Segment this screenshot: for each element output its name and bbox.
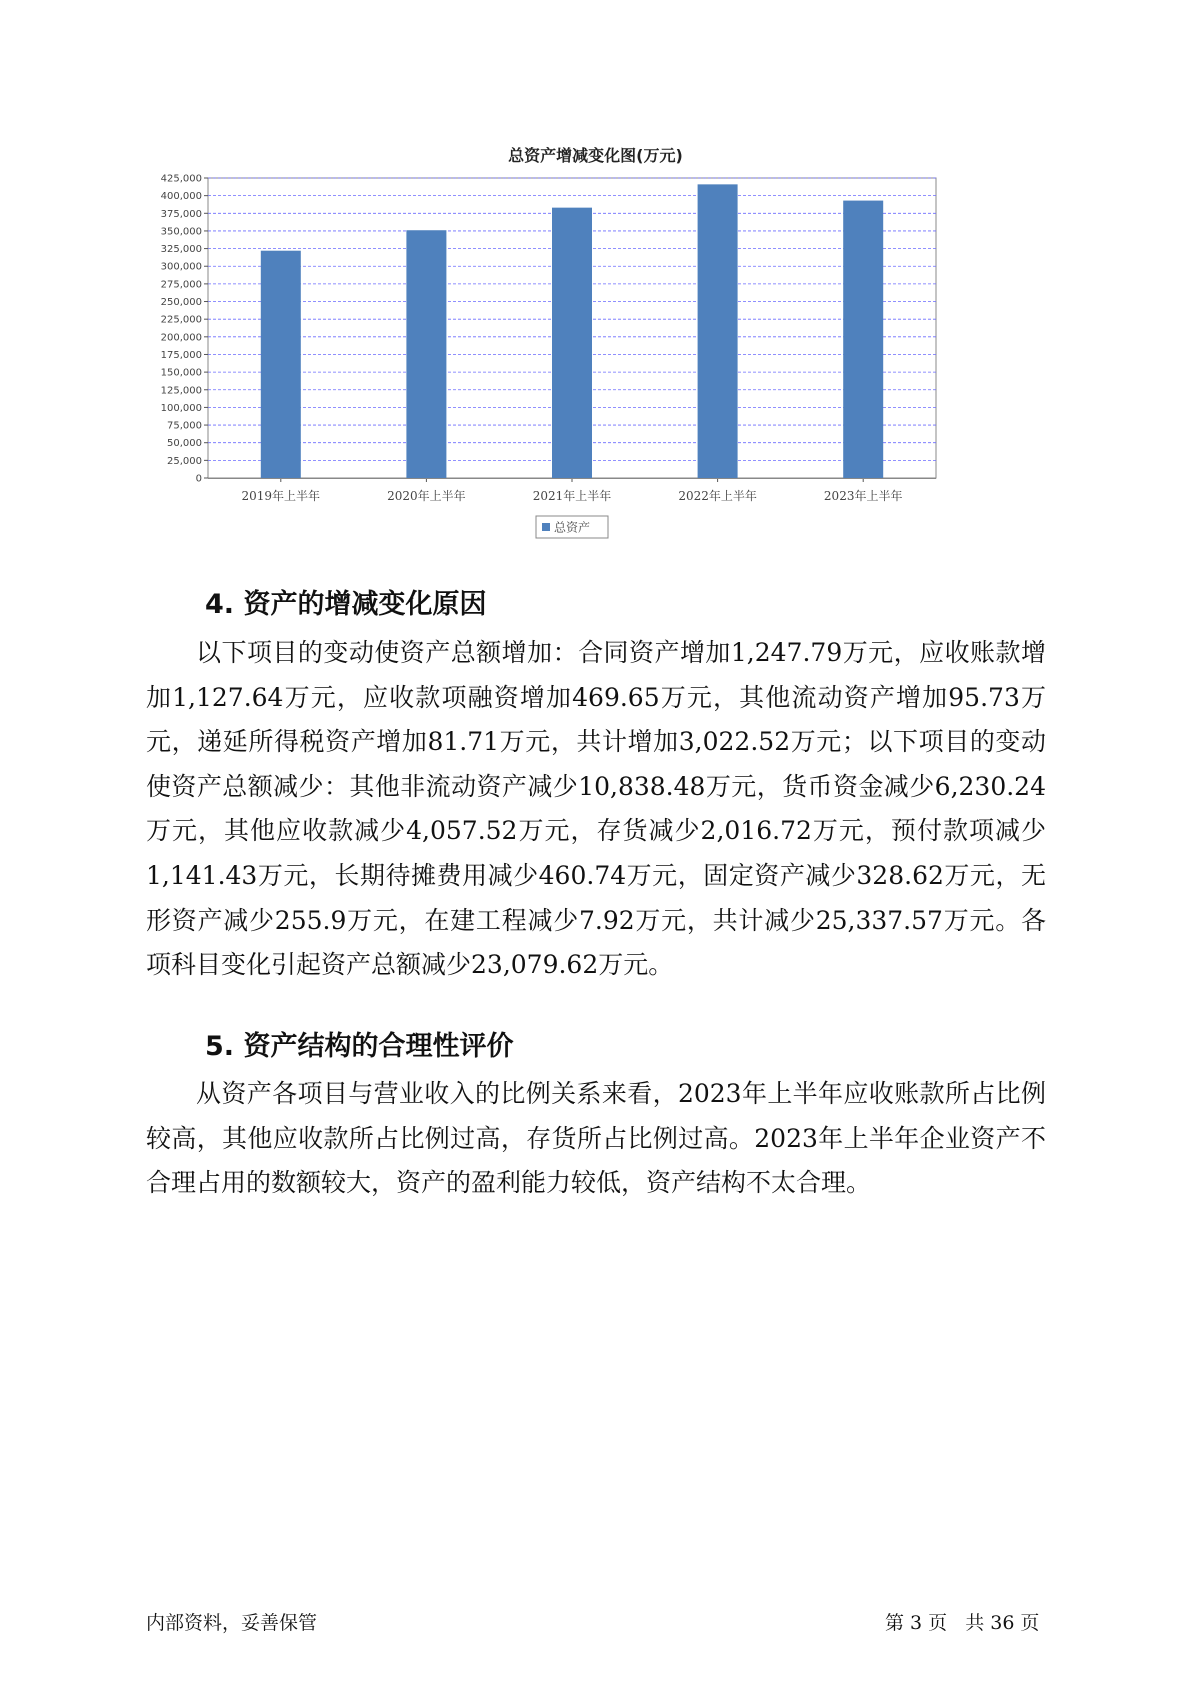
y-tick-label: 425,000 bbox=[160, 173, 202, 185]
y-tick-label: 125,000 bbox=[160, 385, 202, 397]
chart-title: 总资产增减变化图(万元) bbox=[508, 146, 683, 165]
y-tick-label: 300,000 bbox=[160, 261, 202, 273]
x-tick-label: 2023年上半年 bbox=[823, 489, 903, 503]
y-tick-label: 250,000 bbox=[160, 297, 202, 309]
section-5-heading: 5. 资产结构的合理性评价 bbox=[205, 1031, 514, 1062]
y-tick-label: 275,000 bbox=[160, 279, 202, 291]
total-prefix: 共 bbox=[965, 1612, 985, 1634]
section-4-paragraph: 以下项目的变动使资产总额增加：合同资产增加1,247.79万元，应收账款增加1,127.64万元，应收款项融资增加469.65万元，其他流动资产增加95.73万元，递延所得税资产增加81.71万元，共计增加3,022.52万元；以下项目的变动使资产总额减少：其他非流动资产减少10,838.48万元，货币资金减少6,230.24万元，其他应收款减少4,057.52万元，存货减少2,016.72万元，预付款项减少1,141.43万元，长期待摊费用减少460.74万元，固定资产减少328.62万元，无形资产减少255.9万元，在建工程减少7.92万元，共计减少25,337.57万元。各项科目变化引起资产总额减少23,079.62万元。 bbox=[146, 638, 1046, 980]
y-tick-label: 350,000 bbox=[160, 226, 202, 238]
bar-5 bbox=[843, 201, 883, 478]
y-tick-label: 25,000 bbox=[167, 455, 202, 467]
x-tick-label: 2020年上半年 bbox=[387, 489, 466, 503]
bar-2 bbox=[406, 230, 446, 478]
y-tick-label: 175,000 bbox=[160, 349, 202, 361]
y-tick-label: 225,000 bbox=[160, 314, 202, 326]
y-tick-label: 100,000 bbox=[160, 402, 202, 414]
page-number: 3 bbox=[910, 1612, 923, 1634]
page-suffix: 页 bbox=[928, 1612, 948, 1634]
y-tick-label: 0 bbox=[195, 473, 202, 485]
total-pages: 36 bbox=[990, 1612, 1015, 1634]
footer-page-info bbox=[885, 1608, 1045, 1635]
bar-1 bbox=[261, 251, 301, 478]
y-tick-label: 400,000 bbox=[160, 191, 202, 203]
y-tick-label: 200,000 bbox=[160, 332, 202, 344]
section-5-paragraph: 从资产各项目与营业收入的比例关系来看，2023年上半年应收账款所占比例较高，其他应收款所占比例过高，存货所占比例过高。2023年上半年企业资产不合理占用的数额较大，资产的盈利能力较低，资产结构不太合理。 bbox=[146, 1079, 1046, 1198]
legend-swatch bbox=[542, 523, 550, 531]
section-4-heading: 4. 资产的增减变化原因 bbox=[205, 589, 487, 620]
x-tick-label: 2021年上半年 bbox=[532, 489, 612, 503]
total-assets-bar-chart bbox=[150, 170, 950, 550]
x-tick-label: 2022年上半年 bbox=[678, 489, 757, 503]
page-prefix: 第 bbox=[885, 1612, 905, 1634]
bar-4 bbox=[698, 184, 738, 478]
y-tick-label: 150,000 bbox=[160, 367, 202, 379]
bar-3 bbox=[552, 208, 592, 478]
total-suffix: 页 bbox=[1020, 1612, 1040, 1634]
footer-confidential-note: 内部资料，妥善保管 bbox=[146, 1612, 318, 1634]
y-tick-label: 325,000 bbox=[160, 244, 202, 256]
y-tick-label: 50,000 bbox=[167, 438, 202, 450]
legend-label: 总资产 bbox=[554, 520, 591, 535]
y-tick-label: 75,000 bbox=[167, 420, 202, 432]
x-tick-label: 2019年上半年 bbox=[241, 489, 321, 503]
y-tick-label: 375,000 bbox=[160, 208, 202, 220]
